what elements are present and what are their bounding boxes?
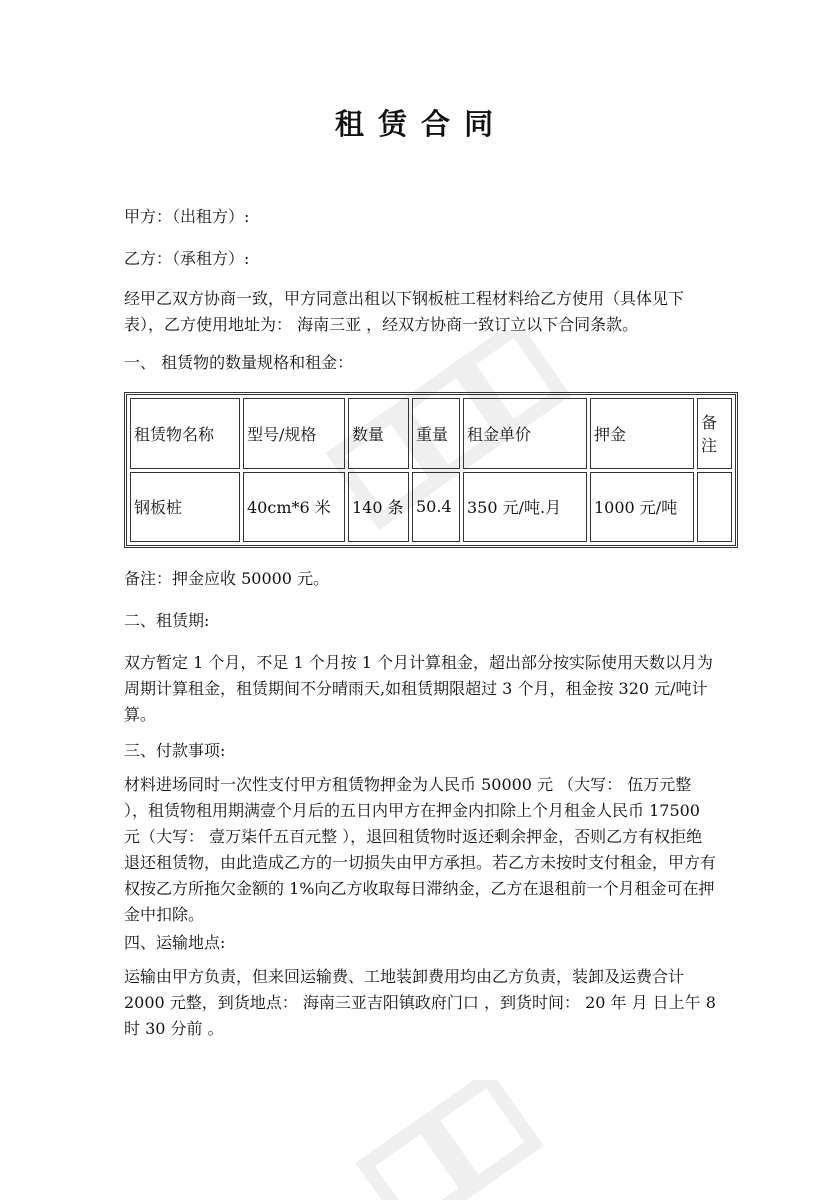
section-4-heading: 四、运输地点: <box>124 933 226 952</box>
deposit-note: 备注：押金应收 50000 元。 <box>124 569 330 588</box>
section-3-heading: 三、付款事项: <box>124 741 226 760</box>
table-row <box>130 472 732 543</box>
cell-name: 钢板桩 <box>130 472 240 543</box>
intro-paragraph: 经甲乙双方协商一致，甲方同意出租以下钢板桩工程材料给乙方使用（具体见下表），乙方使用地址为： 海南三亚 ，经双方协商一致订立以下合同条款。 <box>124 289 685 334</box>
transport-paragraph: 运输由甲方负责，但来回运输费、工地装卸费用均由乙方负责，装卸及运费合计 2000 元整，到货地点： 海南三亚吉阳镇政府门口 ，到货时间： 20 年 月 日上午 8 时 30 分前 。 <box>124 967 716 1038</box>
lease-items-table <box>124 392 738 548</box>
section-1-heading: 一、 租赁物的数量规格和租金： <box>124 353 354 372</box>
table-header-row <box>130 398 732 469</box>
cell-unit-rent: 350 元/吨.月 <box>463 472 587 543</box>
contract-title: 租 赁 合 同 <box>334 107 496 141</box>
header-cell-name: 租赁物名称 <box>130 398 240 469</box>
cell-spec: 40cm*6 米 <box>243 472 345 543</box>
lease-term-paragraph: 双方暂定 1 个月，不足 1 个月按 1 个月计算租金，超出部分按实际使用天数以月为周期计算租金，租赁期间不分晴雨天,如租赁期限超过 3 个月，租金按 320 元/吨计算。 <box>124 653 714 724</box>
header-cell-deposit: 押金 <box>590 398 694 469</box>
header-cell-unit-rent: 租金单价 <box>463 398 587 469</box>
header-cell-weight: 重量 <box>412 398 460 469</box>
cell-remarks <box>697 472 732 543</box>
party-b-line: 乙方：（承租方）: <box>124 249 250 268</box>
party-a-line: 甲方：（出租方）: <box>124 207 250 226</box>
watermark-bottom-icon <box>330 1080 610 1200</box>
header-cell-quantity: 数量 <box>348 398 409 469</box>
header-cell-remarks: 备注 <box>697 398 732 469</box>
header-cell-spec: 型号/规格 <box>243 398 345 469</box>
cell-quantity: 140 条 <box>348 472 409 543</box>
cell-weight: 50.4 <box>412 472 460 543</box>
payment-paragraph: 材料进场同时一次性支付甲方租赁物押金为人民币 50000 元 （大写： 伍万元整 ），租赁物租用期满壹个月后的五日内甲方在押金内扣除上个月租金人民币 17500 元（大写： 壹万柒仟五百元整 ），退回租赁物时返还剩余押金，否则乙方有权拒绝退还租赁物，由此造成乙方的一切损失由甲方承担。若乙方未按时支付租金，甲方有权按乙方所拖欠金额的 1%向乙方收取每日滞纳金，乙方在退租前一个月租金可在押金中扣除。 <box>124 775 717 924</box>
section-2-heading: 二、租赁期: <box>124 611 210 630</box>
cell-deposit: 1000 元/吨 <box>590 472 694 543</box>
